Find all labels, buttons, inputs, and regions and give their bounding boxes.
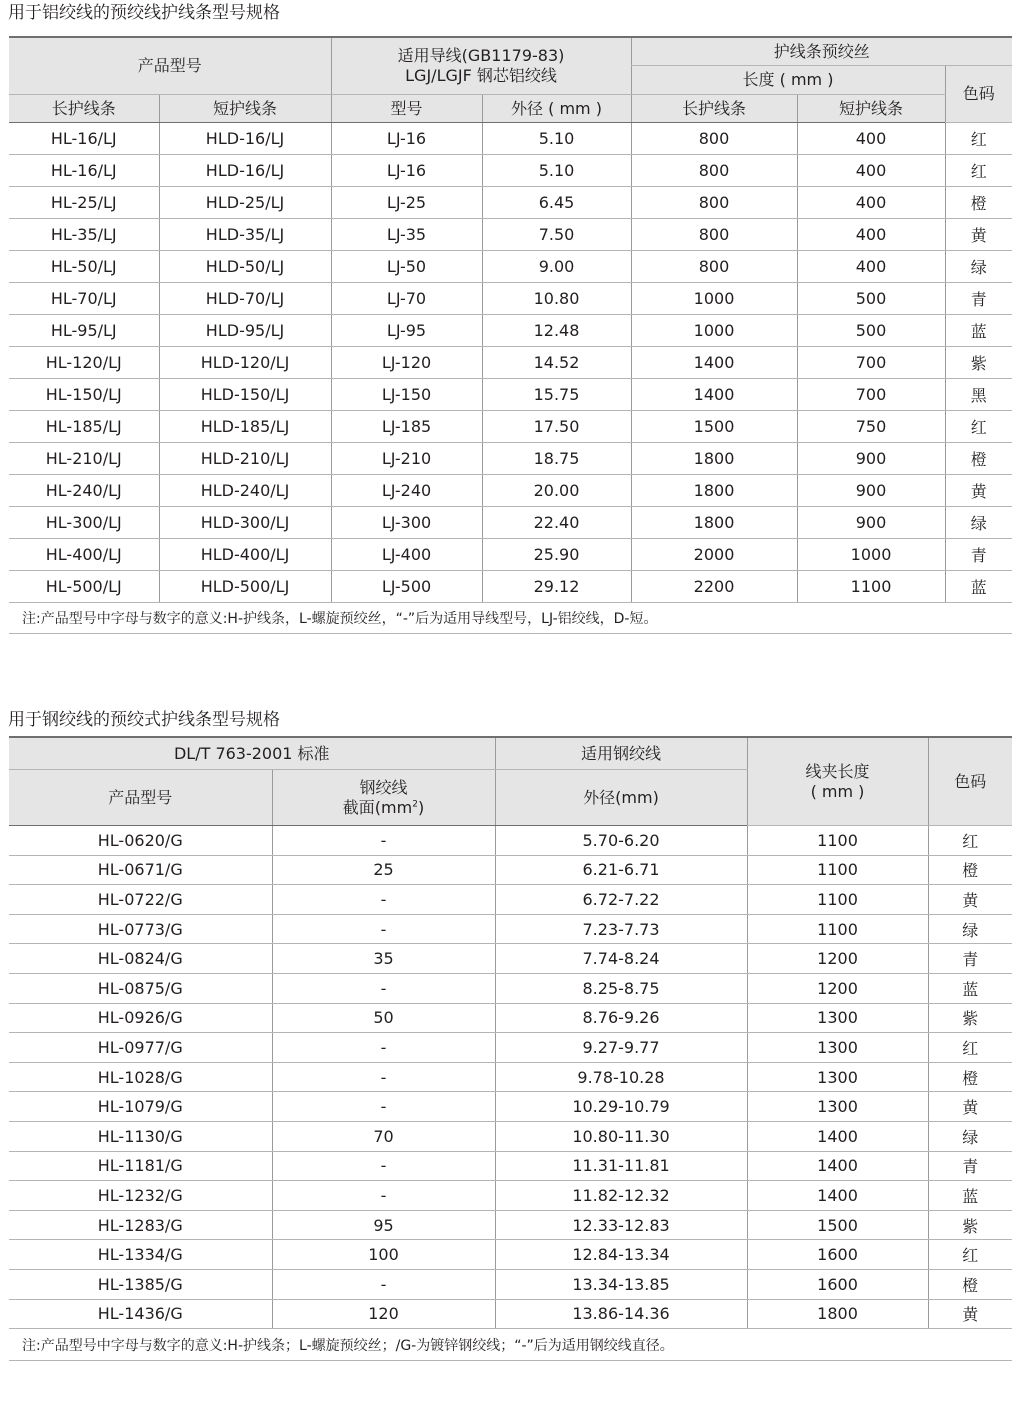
table-cell: 黄 (928, 1299, 1012, 1329)
header-length: 长度 ( mm ) (631, 66, 945, 95)
table-cell: HLD-300/LJ (159, 507, 331, 539)
table-cell: 1100 (747, 855, 928, 885)
table-row (9, 1210, 1012, 1240)
table-cell: 1800 (631, 475, 797, 507)
header-outer-diameter: 外径 ( mm ) (482, 95, 631, 123)
table-cell: 蓝 (928, 1181, 1012, 1211)
table2-title: 用于钢绞线的预绞式护线条型号规格 (8, 710, 280, 730)
table-cell: 10.80-11.30 (495, 1121, 747, 1151)
table-cell: 7.50 (482, 219, 631, 251)
header-clamp-length-line1: 线夹长度 (805, 761, 870, 781)
table-cell: HLD-50/LJ (159, 251, 331, 283)
table-cell: 黑 (945, 379, 1012, 411)
table2-body (9, 826, 1012, 1329)
header-applicable-conductor-line2: LGJ/LGJF 钢芯铝绞线 (405, 66, 557, 85)
table-cell: 5.70-6.20 (495, 826, 747, 856)
table-cell: HL-500/LJ (9, 571, 159, 603)
table-cell: HL-95/LJ (9, 315, 159, 347)
table-cell: 7.23-7.73 (495, 914, 747, 944)
table-cell: HL-1079/G (9, 1092, 272, 1122)
table-cell: 红 (928, 826, 1012, 856)
table-cell: 9.27-9.77 (495, 1033, 747, 1063)
table-row (9, 1033, 1012, 1063)
table-cell: LJ-240 (331, 475, 482, 507)
table-cell: 6.45 (482, 187, 631, 219)
table-cell: 1300 (747, 1062, 928, 1092)
table-cell: HLD-150/LJ (159, 379, 331, 411)
header-product-model: 产品型号 (9, 770, 272, 826)
table-cell: 1000 (631, 315, 797, 347)
table-row (9, 1181, 1012, 1211)
table-cell: LJ-120 (331, 347, 482, 379)
table-cell: 8.25-8.75 (495, 973, 747, 1003)
table-cell: HL-400/LJ (9, 539, 159, 571)
table-cell: LJ-150 (331, 379, 482, 411)
table-row (9, 219, 1012, 251)
header-applicable-conductor (331, 37, 631, 95)
table-cell: 2000 (631, 539, 797, 571)
table-cell: 1100 (797, 571, 945, 603)
table-cell: HL-0926/G (9, 1003, 272, 1033)
table-row (9, 251, 1012, 283)
header-cross-section-line2 (273, 798, 495, 818)
table-cell: 35 (272, 944, 495, 974)
table-cell: LJ-35 (331, 219, 482, 251)
table-cell: 25.90 (482, 539, 631, 571)
header-color-code: 色码 (945, 66, 1012, 123)
table-cell: 800 (631, 187, 797, 219)
table-cell: 1400 (631, 347, 797, 379)
table-cell: 2200 (631, 571, 797, 603)
table-row (9, 571, 1012, 603)
table-cell: 700 (797, 347, 945, 379)
table-cell: 红 (945, 411, 1012, 443)
table-cell: 蓝 (928, 973, 1012, 1003)
table-cell: 500 (797, 283, 945, 315)
table-cell: 1000 (797, 539, 945, 571)
table-cell: HLD-95/LJ (159, 315, 331, 347)
header-standard: DL/T 763-2001 标准 (9, 737, 495, 770)
table-cell: 1200 (747, 944, 928, 974)
table-cell: - (272, 1092, 495, 1122)
table-cell: HL-1334/G (9, 1240, 272, 1270)
table-cell: 15.75 (482, 379, 631, 411)
table-cell: 12.84-13.34 (495, 1240, 747, 1270)
table-cell: 1300 (747, 1033, 928, 1063)
table-cell: 400 (797, 155, 945, 187)
table-cell: 橙 (945, 187, 1012, 219)
table-cell: 100 (272, 1240, 495, 1270)
table-cell: 95 (272, 1210, 495, 1240)
table-cell: 1600 (747, 1269, 928, 1299)
table-cell: LJ-400 (331, 539, 482, 571)
table1-body (9, 123, 1012, 603)
table-cell: HL-0620/G (9, 826, 272, 856)
table-cell: 5.10 (482, 123, 631, 155)
table-cell: 蓝 (945, 315, 1012, 347)
table-row (9, 1269, 1012, 1299)
table-cell: 1100 (747, 826, 928, 856)
table-cell: 1300 (747, 1092, 928, 1122)
table-row (9, 1003, 1012, 1033)
table-row (9, 283, 1012, 315)
table-cell: 绿 (928, 914, 1012, 944)
table-cell: HL-240/LJ (9, 475, 159, 507)
table-cell: HL-50/LJ (9, 251, 159, 283)
table-cell: LJ-500 (331, 571, 482, 603)
table-cell: 70 (272, 1121, 495, 1151)
table-cell: LJ-300 (331, 507, 482, 539)
table-cell: LJ-16 (331, 155, 482, 187)
table-cell: - (272, 1151, 495, 1181)
table-row (9, 826, 1012, 856)
table-cell: HL-185/LJ (9, 411, 159, 443)
table-cell: 13.34-13.85 (495, 1269, 747, 1299)
table2-note: 注:产品型号中字母与数字的意义:H-护线条；L-螺旋预绞丝；/G-为镀锌钢绞线；“-”后为适用钢绞线直径。 (9, 1329, 1012, 1361)
table-cell: LJ-95 (331, 315, 482, 347)
table1-title: 用于铝绞线的预绞线护线条型号规格 (8, 3, 280, 23)
table-cell: 20.00 (482, 475, 631, 507)
table-cell: HL-0671/G (9, 855, 272, 885)
table-cell: 1400 (747, 1121, 928, 1151)
header-cross-section (272, 770, 495, 826)
table-cell: 22.40 (482, 507, 631, 539)
table-cell: HL-1181/G (9, 1151, 272, 1181)
table-cell: HL-0773/G (9, 914, 272, 944)
table-cell: 12.33-12.83 (495, 1210, 747, 1240)
header-cross-section-line1: 钢绞线 (359, 777, 408, 797)
header-applicable-conductor-line1: 适用导线(GB1179-83) (397, 46, 565, 65)
table-cell: HLD-35/LJ (159, 219, 331, 251)
table-cell: 橙 (928, 1269, 1012, 1299)
table-cell: HLD-120/LJ (159, 347, 331, 379)
table-cell: HL-0824/G (9, 944, 272, 974)
table-cell: 25 (272, 855, 495, 885)
steel-strand-armor-rod-table (9, 736, 1012, 1361)
table-cell: 900 (797, 507, 945, 539)
table-cell: 1400 (747, 1151, 928, 1181)
table-cell: - (272, 1269, 495, 1299)
table-cell: 黄 (945, 219, 1012, 251)
table-row (9, 1299, 1012, 1329)
header-product-model: 产品型号 (9, 37, 331, 95)
table-row (9, 973, 1012, 1003)
cross-section-unit: 截面(mm (342, 797, 413, 817)
table-cell: 1100 (747, 914, 928, 944)
header-clamp-length (747, 737, 928, 826)
table-cell: 750 (797, 411, 945, 443)
table-cell: HLD-185/LJ (159, 411, 331, 443)
table-cell: 400 (797, 251, 945, 283)
table-cell: 绿 (945, 251, 1012, 283)
table-cell: HL-0722/G (9, 885, 272, 915)
header-long-rod: 长护线条 (9, 95, 159, 123)
table-cell: 12.48 (482, 315, 631, 347)
table-cell: 1800 (631, 443, 797, 475)
table-cell: 蓝 (945, 571, 1012, 603)
table-cell: 18.75 (482, 443, 631, 475)
table-cell: 5.10 (482, 155, 631, 187)
table-row (9, 123, 1012, 155)
table-cell: HLD-240/LJ (159, 475, 331, 507)
header-short-rod: 短护线条 (159, 95, 331, 123)
table-cell: 10.29-10.79 (495, 1092, 747, 1122)
table-cell: HL-1436/G (9, 1299, 272, 1329)
table-cell: - (272, 1033, 495, 1063)
table-cell: HL-1232/G (9, 1181, 272, 1211)
table-cell: 绿 (928, 1121, 1012, 1151)
table-cell: HLD-500/LJ (159, 571, 331, 603)
table-cell: 10.80 (482, 283, 631, 315)
table-row (9, 1092, 1012, 1122)
table-cell: 800 (631, 251, 797, 283)
table-cell: 黄 (928, 885, 1012, 915)
table-cell: 紫 (928, 1003, 1012, 1033)
table-row (9, 1240, 1012, 1270)
table-row (9, 914, 1012, 944)
table-cell: 1000 (631, 283, 797, 315)
table-cell: 红 (928, 1033, 1012, 1063)
header-model: 型号 (331, 95, 482, 123)
table-cell: 青 (928, 944, 1012, 974)
table-cell: - (272, 914, 495, 944)
table1-note: 注:产品型号中字母与数字的意义:H-护线条，L-螺旋预绞丝，“-”后为适用导线型号，LJ-铝绞线，D-短。 (9, 603, 1012, 634)
table-row (9, 1062, 1012, 1092)
table-cell: 绿 (945, 507, 1012, 539)
table-cell: 红 (945, 155, 1012, 187)
table-cell: 9.78-10.28 (495, 1062, 747, 1092)
table-cell: 800 (631, 219, 797, 251)
table-cell: 1200 (747, 973, 928, 1003)
table-row (9, 347, 1012, 379)
table-row (9, 1151, 1012, 1181)
table-cell: 29.12 (482, 571, 631, 603)
table-cell: 11.31-11.81 (495, 1151, 747, 1181)
table-row (9, 443, 1012, 475)
table-cell: HL-16/LJ (9, 123, 159, 155)
table-cell: LJ-210 (331, 443, 482, 475)
table-cell: 黄 (945, 475, 1012, 507)
table-cell: 橙 (928, 1062, 1012, 1092)
table-row (9, 155, 1012, 187)
table-cell: 1100 (747, 885, 928, 915)
table-cell: HL-120/LJ (9, 347, 159, 379)
table-row (9, 539, 1012, 571)
table-row (9, 315, 1012, 347)
table-cell: 1400 (631, 379, 797, 411)
table-cell: HL-150/LJ (9, 379, 159, 411)
table-cell: HL-0977/G (9, 1033, 272, 1063)
table-cell: HL-300/LJ (9, 507, 159, 539)
table-cell: 500 (797, 315, 945, 347)
table-cell: 橙 (945, 443, 1012, 475)
table-cell: LJ-25 (331, 187, 482, 219)
table-cell: 50 (272, 1003, 495, 1033)
table-cell: 橙 (928, 855, 1012, 885)
table-cell: HL-1283/G (9, 1210, 272, 1240)
table-cell: 7.74-8.24 (495, 944, 747, 974)
table-cell: 1400 (747, 1181, 928, 1211)
table-cell: LJ-16 (331, 123, 482, 155)
table-cell: - (272, 885, 495, 915)
header-short-rod-length: 短护线条 (797, 95, 945, 123)
table-cell: 400 (797, 123, 945, 155)
table-cell: - (272, 826, 495, 856)
table-cell: HL-70/LJ (9, 283, 159, 315)
table-cell: HL-16/LJ (9, 155, 159, 187)
table-cell: 17.50 (482, 411, 631, 443)
table-cell: 120 (272, 1299, 495, 1329)
table-cell: HLD-25/LJ (159, 187, 331, 219)
table-cell: LJ-70 (331, 283, 482, 315)
cross-section-close: ) (417, 797, 425, 817)
table-cell: 6.21-6.71 (495, 855, 747, 885)
table-cell: 700 (797, 379, 945, 411)
table-cell: 红 (928, 1240, 1012, 1270)
table-cell: - (272, 1062, 495, 1092)
table-cell: 青 (928, 1151, 1012, 1181)
table-cell: 400 (797, 219, 945, 251)
header-armor-rod: 护线条预绞丝 (631, 37, 1012, 66)
table-row (9, 379, 1012, 411)
table-cell: HL-1385/G (9, 1269, 272, 1299)
table-cell: 1600 (747, 1240, 928, 1270)
header-outer-diameter: 外径(mm) (495, 770, 747, 826)
table-cell: 9.00 (482, 251, 631, 283)
table-cell: 1800 (747, 1299, 928, 1329)
table-cell: 1500 (747, 1210, 928, 1240)
table-row (9, 507, 1012, 539)
table-cell: 13.86-14.36 (495, 1299, 747, 1329)
table-row (9, 187, 1012, 219)
table-cell: 1300 (747, 1003, 928, 1033)
table-cell: 900 (797, 443, 945, 475)
table-cell: HL-0875/G (9, 973, 272, 1003)
table-cell: 紫 (928, 1210, 1012, 1240)
table-cell: 黄 (928, 1092, 1012, 1122)
table-cell: LJ-50 (331, 251, 482, 283)
table-cell: - (272, 973, 495, 1003)
table-cell: 900 (797, 475, 945, 507)
table-cell: HLD-16/LJ (159, 123, 331, 155)
table-cell: HL-210/LJ (9, 443, 159, 475)
table-cell: 1800 (631, 507, 797, 539)
table-row (9, 475, 1012, 507)
table-cell: 400 (797, 187, 945, 219)
table-cell: HL-35/LJ (9, 219, 159, 251)
table-cell: 800 (631, 123, 797, 155)
table-cell: 青 (945, 283, 1012, 315)
table-row (9, 411, 1012, 443)
header-clamp-length-line2: ( mm ) (810, 781, 865, 801)
table-cell: HL-25/LJ (9, 187, 159, 219)
table-cell: 红 (945, 123, 1012, 155)
header-long-rod-length: 长护线条 (631, 95, 797, 123)
table-row (9, 855, 1012, 885)
table-cell: 11.82-12.32 (495, 1181, 747, 1211)
table-row (9, 944, 1012, 974)
header-applicable-strand: 适用钢绞线 (495, 737, 747, 770)
header-color-code: 色码 (928, 737, 1012, 826)
table-cell: HLD-210/LJ (159, 443, 331, 475)
table-cell: 8.76-9.26 (495, 1003, 747, 1033)
table-cell: HL-1028/G (9, 1062, 272, 1092)
table-cell: 1500 (631, 411, 797, 443)
table-cell: LJ-185 (331, 411, 482, 443)
table-cell: HL-1130/G (9, 1121, 272, 1151)
table-cell: 14.52 (482, 347, 631, 379)
table-cell: - (272, 1181, 495, 1211)
table-cell: 6.72-7.22 (495, 885, 747, 915)
table-cell: 800 (631, 155, 797, 187)
table-cell: HLD-16/LJ (159, 155, 331, 187)
table-row (9, 885, 1012, 915)
table-cell: 青 (945, 539, 1012, 571)
aluminum-strand-armor-rod-table (9, 36, 1012, 634)
table-cell: 紫 (945, 347, 1012, 379)
table-cell: HLD-400/LJ (159, 539, 331, 571)
table-cell: HLD-70/LJ (159, 283, 331, 315)
table-row (9, 1121, 1012, 1151)
cross-section-superscript: 2 (412, 799, 418, 810)
